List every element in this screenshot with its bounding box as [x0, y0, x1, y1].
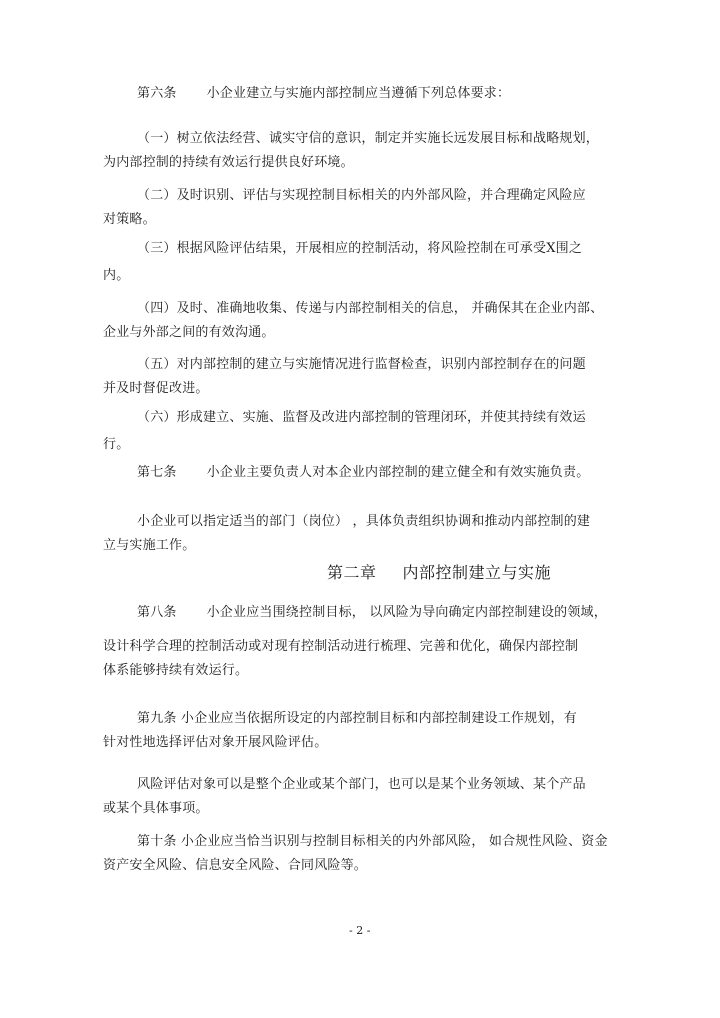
chapter-heading [327, 563, 551, 583]
article-6-number: 第六条 [137, 86, 177, 101]
requirement-4-line-1: （四）及时、准确地收集、传递与内部控制相关的信息， 并确保其在企业内部、 [137, 301, 604, 316]
requirement-5-line-2: 并及时督促改进。 [103, 381, 209, 396]
article-9-line-2: 针对性地选择评估对象开展风险评估。 [103, 735, 328, 750]
requirement-4-line-2: 企业与外部之间的有效沟通。 [103, 325, 275, 340]
article-9-paragraph-2-line-1: 风险评估对象可以是整个企业或某个部门，也可以是某个业务领域、某个产品 [137, 777, 586, 792]
article-10-line-2: 资产安全风险、信息安全风险、合同风险等。 [103, 858, 368, 873]
article-7-paragraph-2-line-1: 小企业可以指定适当的部门（岗位） ，具体负责组织协调和推动内部控制的建 [137, 514, 591, 529]
article-8-number: 第八条 [137, 605, 177, 620]
article-9-paragraph-2-line-2: 或某个具体事项。 [103, 801, 209, 816]
article-8-line-1 [137, 605, 607, 621]
article-7-line [137, 465, 589, 481]
requirement-6-line-2: 行。 [103, 437, 130, 452]
article-6-text: 小企业建立与实施内部控制应当遵循下列总体要求： [206, 86, 511, 101]
article-8-line-2: 设计科学合理的控制活动或对现有控制活动进行梳理、完善和优化，确保内部控制 [103, 639, 579, 654]
requirement-1-line-2: 为内部控制的持续有效运行提供良好环境。 [103, 155, 354, 170]
article-6-line [137, 86, 510, 102]
requirement-1-line-1: （一）树立依法经营、诚实守信的意识，制定并实施长远发展目标和战略规划， [137, 131, 600, 146]
requirement-3-line-1: （三）根据风险评估结果，开展相应的控制活动，将风险控制在可承受X围之 [137, 241, 583, 256]
article-7-text: 小企业主要负责人对本企业内部控制的建立健全和有效实施负责。 [206, 465, 590, 480]
article-8-line-3: 体系能够持续有效运行。 [103, 663, 249, 678]
article-7-number: 第七条 [137, 465, 177, 480]
requirement-5-line-1: （五）对内部控制的建立与实施情况进行监督检查，识别内部控制存在的问题 [137, 357, 586, 372]
article-10-line-1: 第十条 小企业应当恰当识别与控制目标相关的内外部风险， 如合规性风险、资金 [137, 834, 608, 849]
chapter-number: 第二章 [327, 563, 377, 582]
requirement-2-line-2: 对策略。 [103, 212, 156, 227]
article-7-paragraph-2-line-2: 立与实施工作。 [103, 538, 196, 553]
requirement-2-line-1: （二）及时识别、评估与实现控制目标相关的内外部风险，并合理确定风险应 [137, 188, 586, 203]
page-number: - 2 - [349, 924, 371, 937]
requirement-6-line-1: （六）形成建立、实施、监督及改进内部控制的管理闭环，并使其持续有效运 [137, 410, 586, 425]
requirement-3-line-2: 内。 [103, 268, 130, 283]
chapter-title: 内部控制建立与实施 [402, 563, 552, 582]
article-8-text: 小企业应当围绕控制目标， 以风险为导向确定内部控制建设的领域， [206, 605, 607, 620]
article-9-line-1: 第九条 小企业应当依据所设定的内部控制目标和内部控制建设工作规划，有 [137, 711, 577, 726]
